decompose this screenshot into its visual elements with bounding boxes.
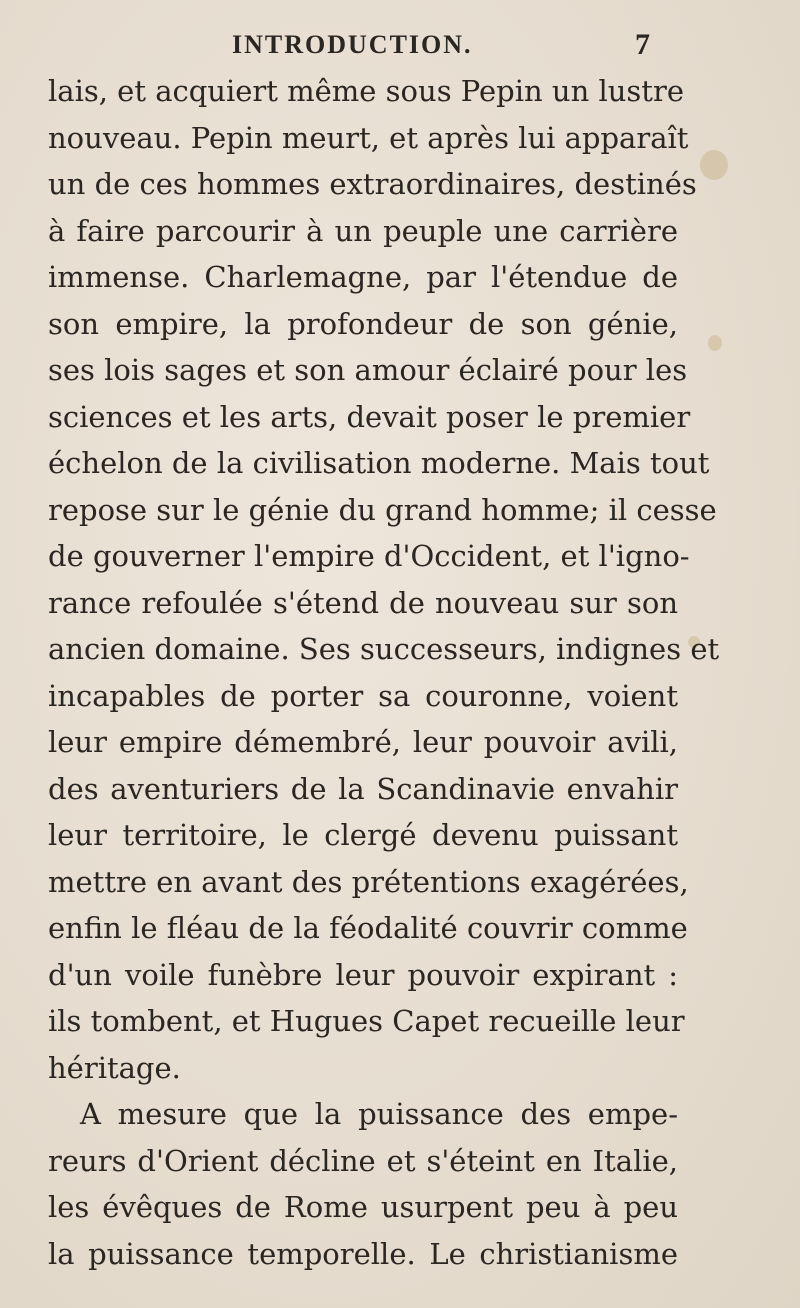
text-line: de gouverner l'empire d'Occident, et l'igno- (48, 539, 690, 573)
text-line: les évêques de Rome usurpent peu à peu (48, 1190, 678, 1224)
text-line: mettre en avant des prétentions exagérées, (48, 864, 689, 899)
text-line: immense. Charlemagne, par l'étendue de (48, 260, 678, 294)
foxing-stain (708, 335, 722, 351)
text-line: nouveau. Pepin meurt, et après lui apparaît (48, 120, 689, 155)
text-line: son empire, la profondeur de son génie, (48, 306, 678, 341)
foxing-stain (700, 150, 728, 180)
text-line: à faire parcourir à un peuple une carrière (48, 213, 678, 248)
text-line: la puissance temporelle. Le christianisme (48, 1236, 678, 1271)
page-number: 7 (635, 28, 650, 61)
body-text (48, 68, 720, 1277)
text-line: rance refoulée s'étend de nouveau sur son (48, 585, 678, 620)
text-line: ancien domaine. Ses successeurs, indignes et (48, 632, 720, 666)
text-line: ses lois sages et son amour éclairé pour les (48, 353, 688, 387)
text-line: A mesure que la puissance des empe- (80, 1097, 678, 1131)
text-line: sciences et les arts, devait poser le premier (48, 399, 691, 434)
running-title: INTRODUCTION. (232, 30, 473, 59)
text-line: des aventuriers de la Scandinavie envahir (48, 771, 678, 806)
text-line: héritage. (48, 1050, 181, 1085)
running-head (0, 22, 800, 72)
text-line: leur empire démembré, leur pouvoir avili, (48, 725, 678, 759)
text-line: enfin le fléau de la féodalité couvrir comme (48, 911, 688, 945)
text-line: reurs d'Orient décline et s'éteint en Italie, (48, 1143, 678, 1178)
text-line: incapables de porter sa couronne, voient (48, 678, 678, 713)
text-line: ils tombent, et Hugues Capet recueille leur (48, 1004, 685, 1038)
text-line: d'un voile funèbre leur pouvoir expirant : (48, 957, 678, 992)
text-line: repose sur le génie du grand homme; il cesse (48, 492, 717, 527)
text-line: lais, et acquiert même sous Pepin un lustre (48, 74, 684, 108)
text-line: échelon de la civilisation moderne. Mais tout (48, 446, 710, 480)
text-line: leur territoire, le clergé devenu puissant (48, 818, 678, 852)
text-line: un de ces hommes extraordinaires, destinés (48, 167, 697, 201)
